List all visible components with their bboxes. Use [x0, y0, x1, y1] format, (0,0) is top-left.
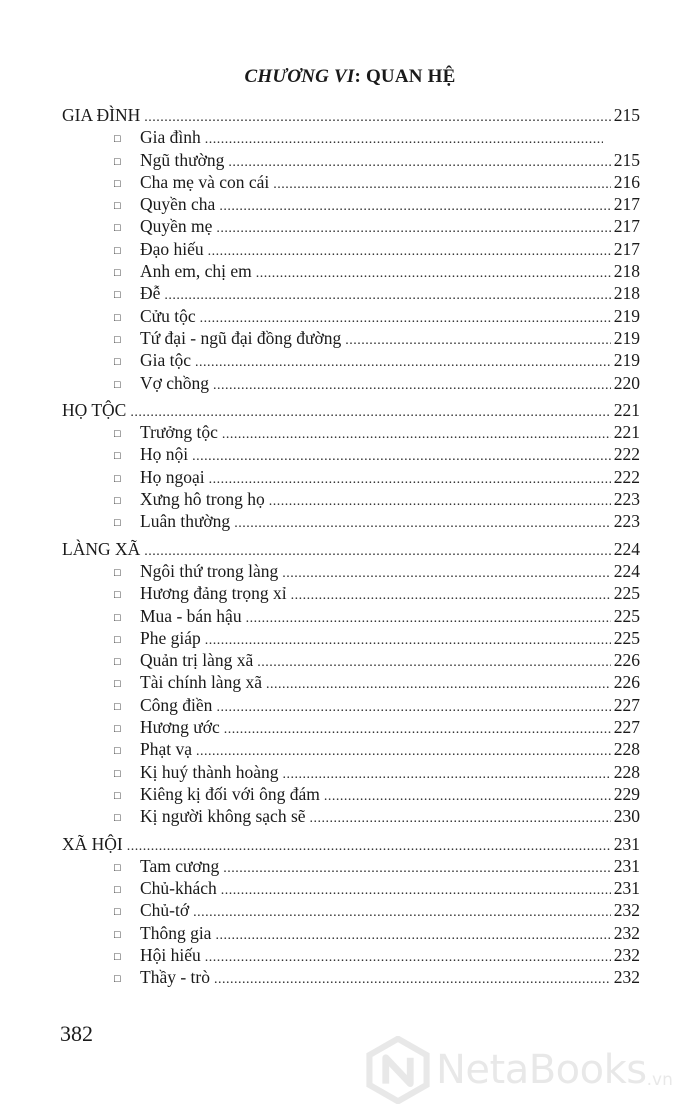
- dot-leader: [205, 630, 611, 652]
- toc-entry-row: [62, 215, 640, 237]
- entry-title: Luân thường: [140, 511, 231, 532]
- entry-title: Quyền cha: [140, 194, 216, 215]
- section-title: GIA ĐÌNH: [62, 105, 141, 125]
- square-bullet-icon: □: [114, 311, 121, 324]
- dot-leader: [291, 585, 611, 607]
- dot-leader: [216, 697, 610, 719]
- square-bullet-icon: □: [114, 678, 121, 691]
- dot-leader: [205, 947, 611, 969]
- dot-leader: [228, 152, 610, 174]
- entry-title: Kiêng kị đối với ông đám: [140, 783, 320, 804]
- toc-entry-row: [62, 421, 640, 443]
- toc-entry-row: [62, 443, 640, 465]
- entry-title: Họ ngoại: [140, 466, 205, 487]
- toc-entry-row: [62, 783, 640, 805]
- dot-leader: [273, 174, 610, 196]
- toc-section-row: [62, 833, 640, 855]
- dot-leader: [345, 330, 611, 352]
- dot-leader: [221, 880, 611, 902]
- entry-page: 232: [613, 944, 640, 965]
- dot-leader: [216, 218, 610, 240]
- dot-leader: [164, 285, 610, 307]
- entry-page: 231: [613, 878, 640, 899]
- watermark: [364, 1030, 684, 1110]
- entry-page: 218: [613, 283, 640, 304]
- section-page: 224: [613, 538, 640, 559]
- square-bullet-icon: □: [114, 244, 121, 257]
- toc-entry-row: [62, 694, 640, 716]
- entry-page: 225: [613, 583, 640, 604]
- square-bullet-icon: □: [114, 789, 121, 802]
- dot-leader: [324, 786, 611, 808]
- entry-title: Trưởng tộc: [140, 422, 218, 443]
- entry-title: Tam cương: [140, 855, 220, 876]
- square-bullet-icon: □: [114, 517, 121, 530]
- dot-leader: [282, 563, 610, 585]
- entry-title: Ngôi thứ trong làng: [140, 560, 279, 581]
- section-title: LÀNG XÃ: [62, 538, 141, 559]
- toc-entry-row: [62, 193, 640, 215]
- entry-title: Ngũ thường: [140, 149, 225, 170]
- toc-entry-row: [62, 605, 640, 627]
- section-page: 215: [613, 105, 640, 125]
- entry-title: Gia tộc: [140, 350, 192, 371]
- dot-leader: [193, 902, 611, 924]
- watermark-suffix: .vn: [646, 1070, 673, 1090]
- entry-title: Quyền mẹ: [140, 216, 213, 237]
- toc-entry-row: [62, 488, 640, 510]
- entry-page: 219: [613, 350, 640, 371]
- square-bullet-icon: □: [114, 745, 121, 758]
- toc-entry-row: [62, 305, 640, 327]
- entry-page: 223: [613, 511, 640, 532]
- dot-leader: [219, 196, 610, 218]
- entry-title: Kị người không sạch sẽ: [140, 806, 306, 827]
- entry-title: Kị huý thành hoàng: [140, 761, 279, 782]
- toc-entry-row: [62, 260, 640, 282]
- dot-leader: [223, 858, 611, 880]
- entry-page: 221: [613, 422, 640, 443]
- entry-title: Thông gia: [140, 922, 212, 943]
- toc-entry-row: [62, 761, 640, 783]
- dot-leader: [208, 241, 611, 263]
- toc-entry-row: [62, 922, 640, 944]
- entry-title: Hội hiếu: [140, 944, 201, 965]
- dot-leader: [205, 129, 603, 151]
- entry-page: 231: [613, 855, 640, 876]
- section-page: 221: [613, 399, 640, 420]
- toc-entry-row: [62, 372, 640, 394]
- entry-page: 215: [613, 149, 640, 170]
- entry-page: 229: [613, 783, 640, 804]
- dot-leader: [269, 491, 611, 513]
- dot-leader: [283, 764, 611, 786]
- toc-entry-row: [62, 855, 640, 877]
- entry-page: 225: [613, 627, 640, 648]
- toc-entry-row: [62, 282, 640, 304]
- square-bullet-icon: □: [114, 133, 121, 146]
- entry-page: 226: [613, 672, 640, 693]
- toc-entry-row: [62, 738, 640, 760]
- toc-entry-row: [62, 126, 640, 148]
- square-bullet-icon: □: [114, 378, 121, 391]
- entry-page: 228: [613, 739, 640, 760]
- square-bullet-icon: □: [114, 267, 121, 280]
- entry-title: Thầy - trò: [140, 967, 210, 988]
- entry-page: 227: [613, 717, 640, 738]
- toc-section-row: [62, 104, 640, 126]
- dot-leader: [144, 107, 610, 129]
- square-bullet-icon: □: [114, 633, 121, 646]
- entry-title: Cha mẹ và con cái: [140, 171, 270, 192]
- entry-page: 228: [613, 761, 640, 782]
- entry-page: 217: [613, 194, 640, 215]
- dot-leader: [246, 608, 611, 630]
- dot-leader: [256, 263, 611, 285]
- square-bullet-icon: □: [114, 767, 121, 780]
- toc-entry-row: [62, 899, 640, 921]
- entry-title: Mua - bán hậu: [140, 605, 242, 626]
- toc-section-row: [62, 538, 640, 560]
- toc-entry-row: [62, 327, 640, 349]
- square-bullet-icon: □: [114, 812, 121, 825]
- square-bullet-icon: □: [114, 333, 121, 346]
- square-bullet-icon: □: [114, 356, 121, 369]
- toc-entry-row: [62, 349, 640, 371]
- dot-leader: [209, 469, 611, 491]
- entry-title: Chủ-tớ: [140, 900, 190, 921]
- toc-entry-row: [62, 944, 640, 966]
- dot-leader: [214, 969, 611, 991]
- entry-title: Đạo hiếu: [140, 238, 204, 259]
- square-bullet-icon: □: [114, 950, 121, 963]
- dot-leader: [257, 652, 611, 674]
- n-logo-icon: [364, 1036, 432, 1104]
- toc-entry-row: [62, 877, 640, 899]
- entry-page: 227: [613, 694, 640, 715]
- square-bullet-icon: □: [114, 289, 121, 302]
- entry-title: Gia đình: [140, 127, 201, 148]
- square-bullet-icon: □: [114, 200, 121, 213]
- entry-page: 216: [613, 171, 640, 192]
- toc-section-row: [62, 399, 640, 421]
- entry-title: Đễ: [140, 283, 161, 304]
- entry-title: Quản trị làng xã: [140, 650, 254, 671]
- toc-entry-row: [62, 627, 640, 649]
- square-bullet-icon: □: [114, 472, 121, 485]
- square-bullet-icon: □: [114, 723, 121, 736]
- entry-title: Anh em, chị em: [140, 261, 252, 282]
- chapter-title: QUAN HỆ: [365, 66, 456, 87]
- toc-entry-row: [62, 716, 640, 738]
- dot-leader: [215, 925, 610, 947]
- toc-entry-row: [62, 149, 640, 171]
- square-bullet-icon: □: [114, 973, 121, 986]
- square-bullet-icon: □: [114, 611, 121, 624]
- square-bullet-icon: □: [114, 656, 121, 669]
- dot-leader: [310, 808, 611, 830]
- section-title: HỌ TỘC: [62, 399, 127, 420]
- entry-title: Công điền: [140, 694, 213, 715]
- dot-leader: [222, 424, 611, 446]
- entry-page: 226: [613, 650, 640, 671]
- watermark-text: NetaBooks: [436, 1047, 647, 1093]
- dot-leader: [195, 352, 611, 374]
- square-bullet-icon: □: [114, 222, 121, 235]
- square-bullet-icon: □: [114, 589, 121, 602]
- entry-title: Cửu tộc: [140, 305, 196, 326]
- square-bullet-icon: □: [114, 155, 121, 168]
- entry-page: 232: [613, 922, 640, 943]
- chapter-heading: [0, 66, 700, 88]
- square-bullet-icon: □: [114, 928, 121, 941]
- square-bullet-icon: □: [114, 906, 121, 919]
- square-bullet-icon: □: [114, 861, 121, 874]
- square-bullet-icon: □: [114, 177, 121, 190]
- entry-page: 222: [613, 466, 640, 487]
- entry-page: 225: [613, 605, 640, 626]
- entry-title: Tứ đại - ngũ đại đồng đường: [140, 327, 342, 348]
- entry-page: 224: [613, 560, 640, 581]
- entry-page: 222: [613, 444, 640, 465]
- entry-page: 232: [613, 967, 640, 988]
- section-title: XÃ HỘI: [62, 833, 123, 854]
- entry-title: Phạt vạ: [140, 739, 193, 760]
- entry-title: Xưng hô trong họ: [140, 489, 265, 510]
- toc-entry-row: [62, 671, 640, 693]
- dot-leader: [192, 446, 611, 468]
- entry-title: Vợ chồng: [140, 372, 210, 393]
- entry-page: 217: [613, 238, 640, 259]
- dot-leader: [266, 674, 611, 696]
- entry-page: 230: [613, 806, 640, 827]
- toc-entry-row: [62, 171, 640, 193]
- entry-title: Tài chính làng xã: [140, 672, 262, 693]
- table-of-contents: [62, 104, 640, 989]
- square-bullet-icon: □: [114, 428, 121, 441]
- entry-title: Họ nội: [140, 444, 189, 465]
- entry-title: Hương ước: [140, 717, 220, 738]
- chapter-label: CHƯƠNG VI: [244, 66, 355, 87]
- entry-page: 232: [613, 900, 640, 921]
- toc-entry-row: [62, 560, 640, 582]
- entry-page: 220: [613, 372, 640, 393]
- entry-title: Chủ-khách: [140, 878, 217, 899]
- toc-entry-row: [62, 582, 640, 604]
- section-page: 231: [613, 833, 640, 854]
- chapter-separator: :: [354, 66, 366, 87]
- entry-page: 219: [613, 305, 640, 326]
- dot-leader: [213, 375, 611, 397]
- square-bullet-icon: □: [114, 566, 121, 579]
- entry-page: 223: [613, 489, 640, 510]
- dot-leader: [224, 719, 611, 741]
- square-bullet-icon: □: [114, 700, 121, 713]
- entry-page: 219: [613, 327, 640, 348]
- toc-entry-row: [62, 966, 640, 988]
- entry-title: Phe giáp: [140, 627, 201, 648]
- page-number: 382: [60, 1021, 93, 1046]
- dot-leader: [234, 513, 611, 535]
- toc-entry-row: [62, 510, 640, 532]
- square-bullet-icon: □: [114, 450, 121, 463]
- toc-entry-row: [62, 805, 640, 827]
- toc-entry-row: [62, 238, 640, 260]
- square-bullet-icon: □: [114, 884, 121, 897]
- entry-page: 218: [613, 261, 640, 282]
- toc-entry-row: [62, 649, 640, 671]
- entry-page: 217: [613, 216, 640, 237]
- entry-title: Hương đảng trọng xỉ: [140, 583, 287, 604]
- toc-entry-row: [62, 466, 640, 488]
- square-bullet-icon: □: [114, 495, 121, 508]
